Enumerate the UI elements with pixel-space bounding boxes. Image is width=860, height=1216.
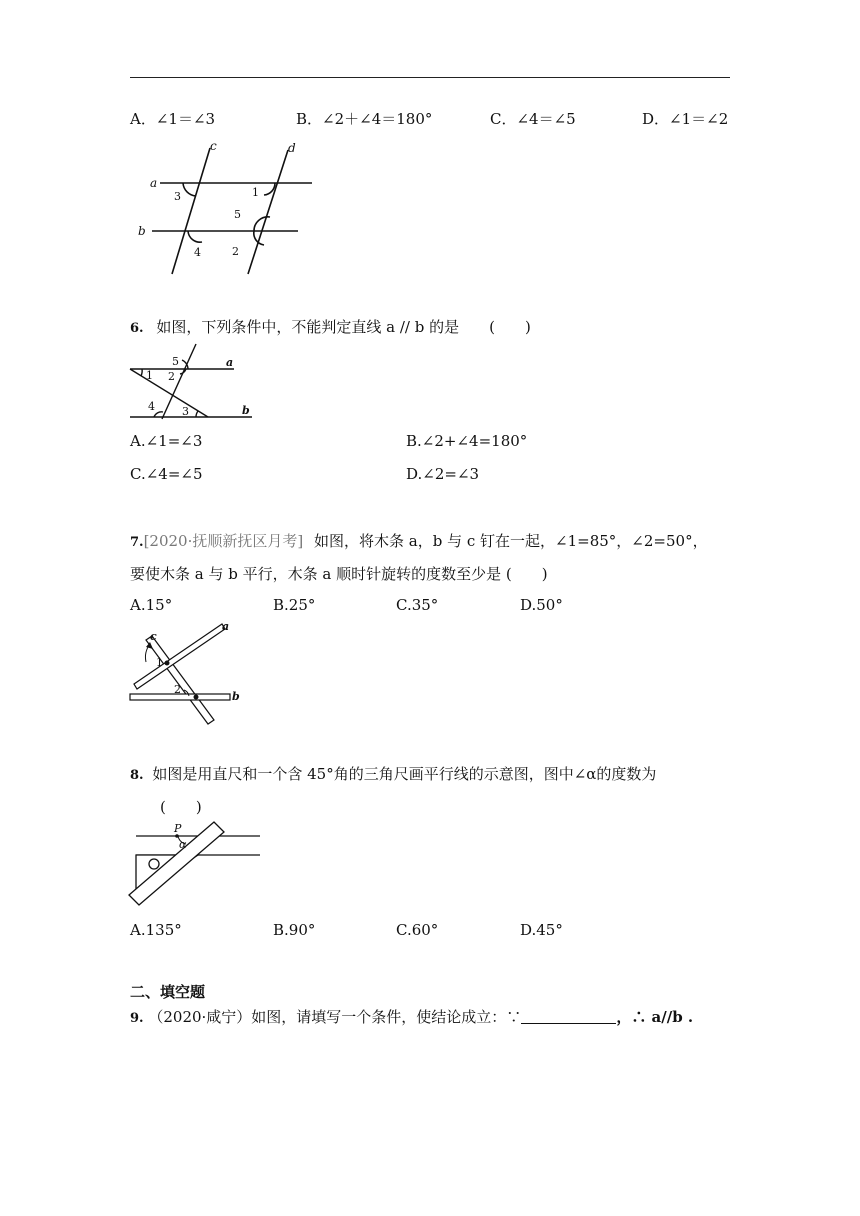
q5-line-d [248, 150, 288, 274]
q5-label-3: 3 [174, 190, 181, 203]
q8-option-d: D.45° [520, 921, 563, 939]
q7-option-c: C.35° [396, 596, 439, 614]
q7-stem-line2: 要使木条 a 与 b 平行，木条 a 顺时针旋转的度数至少是 ( ) [130, 565, 548, 583]
q6-label-2: 2 [168, 370, 175, 383]
q7-stick-c [146, 636, 214, 724]
q5-option-a: A．∠1＝∠3 [130, 110, 216, 128]
q9-stem [130, 1006, 693, 1027]
q7-number: 7. [130, 535, 144, 550]
q7-option-b: B.25° [273, 596, 316, 614]
q6-figure [126, 342, 266, 422]
q9-number: 9. [130, 1011, 144, 1026]
q5-label-a: a [150, 176, 158, 190]
header-rule [130, 77, 730, 78]
q5-figure [130, 138, 320, 278]
q7-label-b: b [232, 690, 240, 703]
q6-stem [130, 316, 531, 337]
q8-figure [126, 818, 266, 906]
q7-stem-text-1: 如图，将木条 a，b 与 c 钉在一起，∠1=85°，∠2=50°， [314, 532, 708, 550]
q8-option-a: A.135° [130, 921, 182, 939]
q8-stem-line1 [130, 763, 656, 784]
q7-label-2: 2 [174, 683, 181, 696]
q6-label-3: 3 [182, 405, 189, 418]
q7-figure [126, 618, 256, 726]
q7-option-d: D.50° [520, 596, 563, 614]
q9-answer-blank[interactable] [521, 1009, 616, 1024]
q6-label-4: 4 [148, 400, 155, 413]
q7-nail-2 [194, 695, 199, 700]
q6-label-1: 1 [146, 369, 153, 382]
q7-source: [2020·抚顺新抚区月考] [143, 532, 304, 550]
q7-stem-line1 [130, 530, 708, 551]
q5-option-b: B．∠2＋∠4＝180° [296, 110, 433, 128]
q6-number: 6. [130, 321, 144, 336]
q7-option-a: A.15° [130, 596, 173, 614]
q6-arc-3 [196, 411, 198, 417]
q8-option-b: B.90° [273, 921, 316, 939]
q5-label-1: 1 [252, 186, 259, 199]
q5-label-5: 5 [234, 208, 241, 221]
q9-stem-after: ，∴ a//b . [616, 1008, 694, 1026]
q5-option-d: D．∠1＝∠2 [642, 110, 729, 128]
q5-label-4: 4 [194, 246, 201, 259]
q5-label-b: b [138, 224, 146, 238]
q5-line-c [172, 148, 210, 274]
q8-label-alpha: α [179, 838, 187, 851]
q8-label-p: P [174, 822, 182, 835]
q8-stem-line2: ( ) [160, 798, 202, 816]
q6-option-b: B.∠2+∠4=180° [406, 432, 528, 450]
q7-nail-1 [165, 661, 170, 666]
q6-option-d: D.∠2=∠3 [406, 465, 480, 483]
q5-arc-4 [188, 231, 202, 242]
q7-label-a: a [222, 620, 230, 633]
q5-arc-3 [183, 183, 196, 196]
q7-label-c: c [150, 630, 157, 643]
q8-option-c: C.60° [396, 921, 439, 939]
q5-label-2: 2 [232, 245, 239, 258]
q7-label-1: 1 [156, 656, 163, 669]
q6-arc-1 [141, 369, 142, 376]
q6-label-5: 5 [172, 355, 179, 368]
q5-label-d: d [288, 141, 296, 155]
section-title: 二、填空题 [130, 983, 206, 1001]
q5-option-c: C．∠4＝∠5 [490, 110, 576, 128]
q6-label-a: a [226, 356, 234, 369]
q5-label-c: c [210, 139, 217, 153]
q6-option-a: A.∠1=∠3 [130, 432, 203, 450]
q9-stem-before: （2020·咸宁）如图，请填写一个条件，使结论成立：∵ [148, 1008, 522, 1026]
q6-option-c: C.∠4=∠5 [130, 465, 203, 483]
q6-stem-text: 如图，下列条件中，不能判定直线 a // b 的是 ( ) [156, 318, 531, 336]
q6-label-b: b [242, 404, 250, 417]
q6-arc-4 [154, 412, 163, 417]
q8-number: 8. [130, 768, 144, 783]
q8-stem-text-1: 如图是用直尺和一个含 45°角的三角尺画平行线的示意图，图中∠α的度数为 [152, 765, 657, 783]
